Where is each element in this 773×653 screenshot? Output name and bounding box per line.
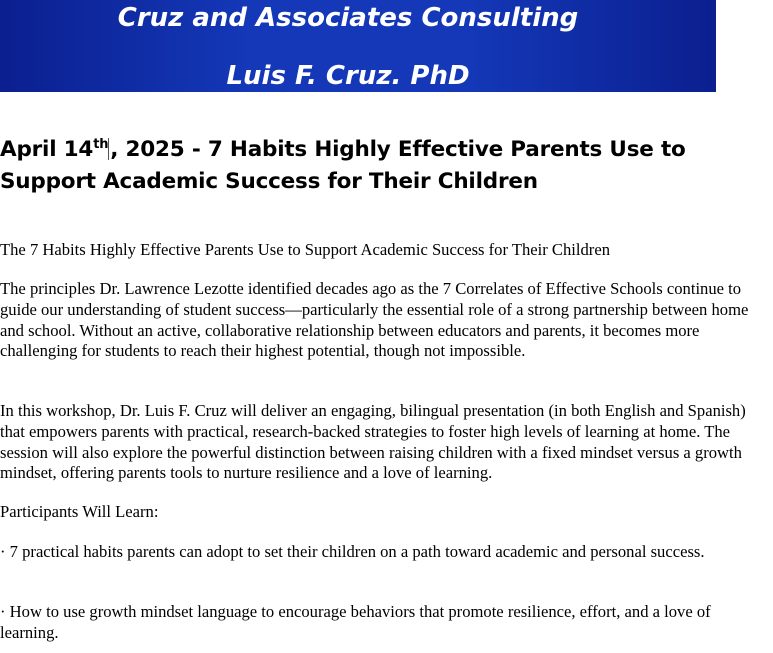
participants-label: Participants Will Learn: [0,502,159,521]
list-item: · How to use growth mindset language to encourage behaviors that promote resilience, effort, and a love of learning. [0,602,711,642]
principles-paragraph: The principles Dr. Lawrence Lezotte identified decades ago as the 7 Correlates of Effective Schools continue to guide our understanding of student success—particularly the essential role of a strong partnership between home and school. Without an active, collaborative relationship between educators and parents, it becomes more challenging for students to reach their highest potential, though not impossible. [0,279,749,361]
workshop-paragraph: In this workshop, Dr. Luis F. Cruz will deliver an engaging, bilingual presentation (in both English and Spanish) that empowers parents with practical, research-backed strategies to foster high levels of learning at home. The session will also explore the powerful distinction between raising children with a fixed mindset versus a growth mindset, offering parents tools to nurture resilience and a love of learning. [0,401,746,483]
header-banner [0,0,716,92]
heading-text-part2: Support Academic Success for Their Children [0,169,538,194]
event-heading [0,134,770,198]
heading-text-part1: , 2025 - 7 Habits Highly Effective Parents Use to [110,137,686,162]
session-title-line: The 7 Habits Highly Effective Parents Use to Support Academic Success for Their Children [0,240,610,259]
event-date: April 14 [0,137,94,162]
company-name: Cruz and Associates Consulting [117,3,579,33]
date-ordinal-suffix: th [93,136,109,152]
presenter-name: Luis F. Cruz. PhD [226,61,470,91]
list-item: · 7 practical habits parents can adopt to set their children on a path toward academic and personal success. [0,542,705,561]
